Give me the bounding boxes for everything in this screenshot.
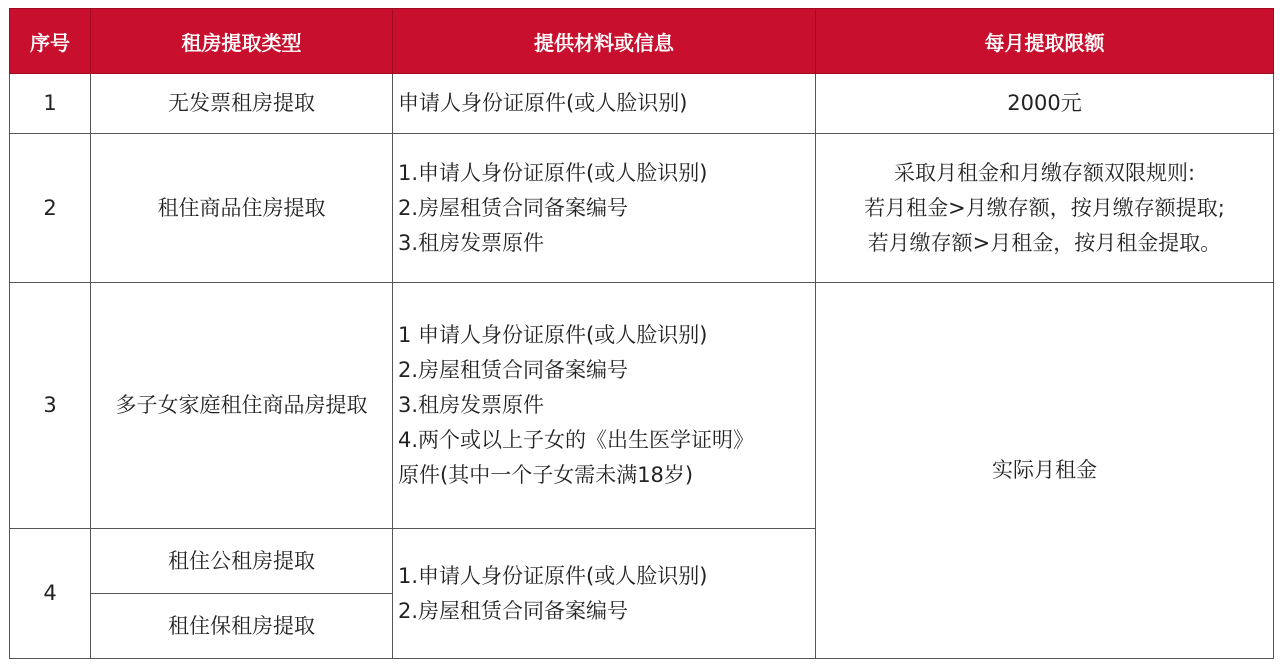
row-number: 1 [10, 74, 91, 134]
withdrawal-type: 租住保租房提取 [91, 594, 393, 659]
material-line: 申请人身份证原件(或人脸识别) [398, 91, 688, 115]
withdrawal-type: 无发票租房提取 [91, 74, 393, 134]
material-line: 2.房屋租赁合同备案编号 [398, 598, 629, 623]
materials-cell [393, 74, 816, 134]
material-line: 2.房屋租赁合同备案编号 [398, 358, 629, 382]
limit-line: 实际月租金 [992, 458, 1097, 482]
withdrawal-type: 租住商品住房提取 [91, 134, 393, 283]
limit-line: 若月租金>月缴存额，按月缴存额提取; [864, 195, 1225, 220]
rent-withdrawal-table [9, 8, 1274, 659]
limit-line: 采取月租金和月缴存额双限规则: [893, 160, 1196, 185]
limit-line: 若月缴存额>月租金，按月租金提取。 [867, 230, 1222, 255]
table-wrapper [9, 8, 1274, 659]
materials-cell [393, 134, 816, 283]
header-materials: 提供材料或信息 [393, 9, 816, 74]
material-line: 4.两个或以上子女的《出生医学证明》 [398, 428, 755, 452]
withdrawal-type: 租住公租房提取 [91, 529, 393, 594]
material-line: 3.租房发票原件 [398, 393, 545, 417]
limit-cell [816, 283, 1274, 659]
material-line: 1 申请人身份证原件(或人脸识别) [398, 323, 708, 347]
material-line: 原件(其中一个子女需未满18岁) [398, 463, 694, 487]
material-line: 2.房屋租赁合同备案编号 [398, 195, 629, 220]
table-row [10, 74, 1274, 134]
row-number: 2 [10, 134, 91, 283]
material-line: 1.申请人身份证原件(或人脸识别) [398, 563, 708, 588]
table-row [10, 283, 1274, 529]
material-line: 1.申请人身份证原件(或人脸识别) [398, 160, 708, 185]
header-monthly-limit: 每月提取限额 [816, 9, 1274, 74]
table-header-row [10, 9, 1274, 74]
table-row [10, 134, 1274, 283]
material-line: 3.租房发票原件 [398, 230, 545, 255]
limit-cell [816, 134, 1274, 283]
materials-cell [393, 529, 816, 659]
row-number: 4 [10, 529, 91, 659]
header-serial-number: 序号 [10, 9, 91, 74]
limit-line: 2000元 [1007, 91, 1082, 115]
row-number: 3 [10, 283, 91, 529]
limit-cell [816, 74, 1274, 134]
materials-cell [393, 283, 816, 529]
header-withdrawal-type: 租房提取类型 [91, 9, 393, 74]
withdrawal-type: 多子女家庭租住商品房提取 [91, 283, 393, 529]
